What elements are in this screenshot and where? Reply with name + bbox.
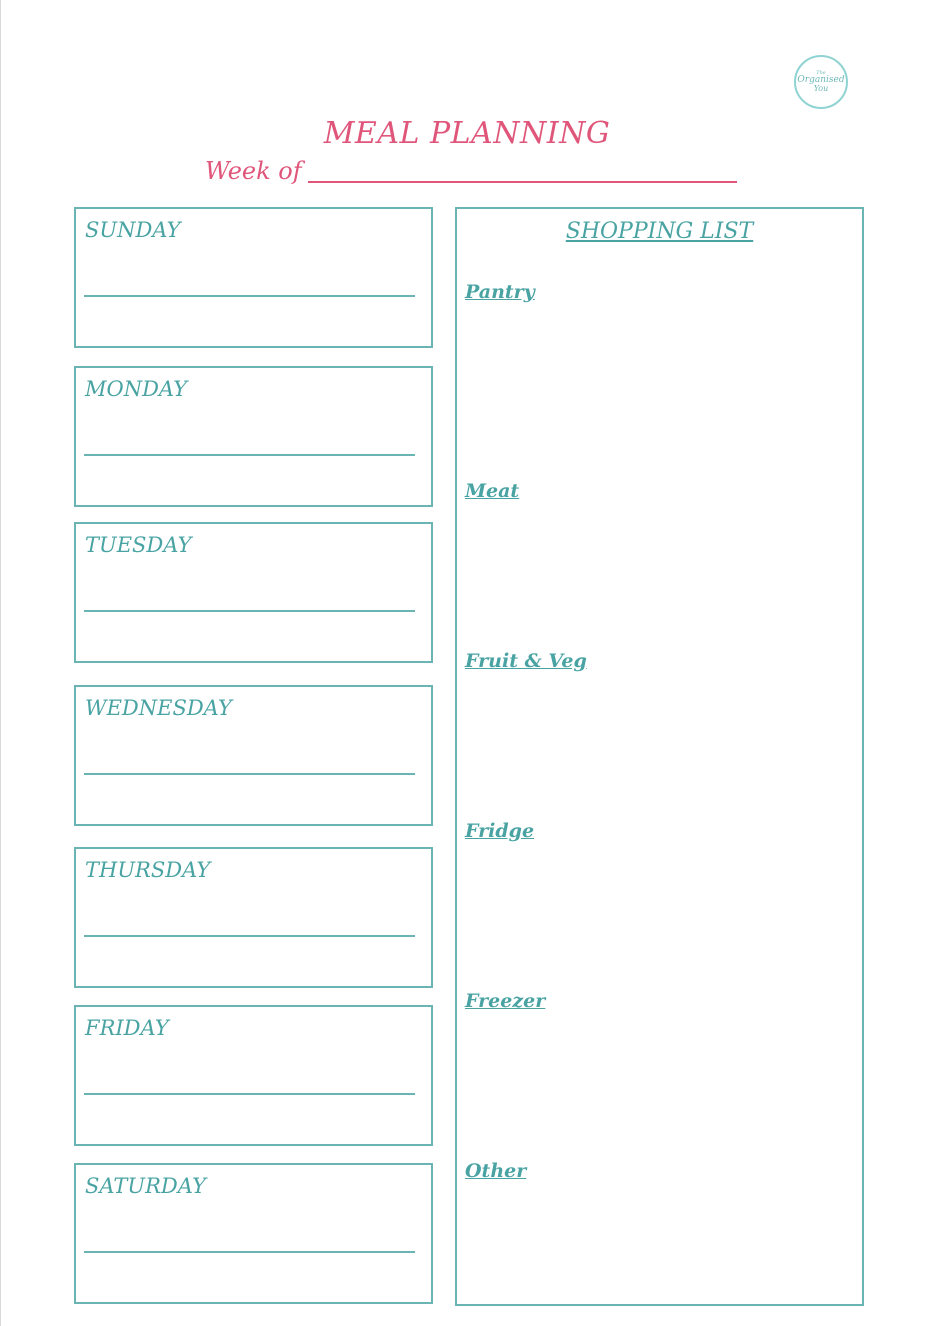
day-meal-line-friday[interactable]: [84, 1093, 415, 1095]
week-of-line[interactable]: [308, 181, 737, 183]
day-box-thursday: [74, 847, 433, 988]
section-meat: Meat: [465, 480, 520, 502]
day-meal-line-saturday[interactable]: [84, 1251, 415, 1253]
day-meal-line-wednesday[interactable]: [84, 773, 415, 775]
day-meal-line-tuesday[interactable]: [84, 610, 415, 612]
day-label-monday: MONDAY: [85, 377, 188, 401]
shopping-list-title: SHOPPING LIST: [565, 219, 754, 244]
day-label-friday: FRIDAY: [85, 1016, 169, 1040]
day-box-saturday: [74, 1163, 433, 1304]
shopping-list-box: [455, 207, 864, 1306]
day-label-tuesday: TUESDAY: [85, 533, 192, 557]
day-label-wednesday: WEDNESDAY: [85, 696, 232, 720]
page-title: MEAL PLANNING: [323, 116, 611, 151]
day-meal-line-monday[interactable]: [84, 454, 415, 456]
logo-line-1: The: [816, 70, 826, 76]
logo-line-2: Organised: [797, 75, 845, 85]
week-of-row: [205, 152, 737, 186]
section-other: Other: [465, 1160, 527, 1182]
day-label-sunday: SUNDAY: [85, 218, 181, 242]
day-box-sunday: [74, 207, 433, 348]
section-freezer: Freezer: [465, 990, 546, 1012]
day-box-wednesday: [74, 685, 433, 826]
day-meal-line-thursday[interactable]: [84, 935, 415, 937]
logo-line-3: You: [813, 84, 829, 93]
section-fridge: Fridge: [465, 820, 535, 842]
day-box-tuesday: [74, 522, 433, 663]
day-label-saturday: SATURDAY: [85, 1174, 206, 1198]
section-pantry: Pantry: [465, 281, 535, 303]
day-box-monday: [74, 366, 433, 507]
page-edge: [0, 0, 1, 1326]
section-fruit-veg: Fruit & Veg: [465, 650, 587, 672]
day-meal-line-sunday[interactable]: [84, 295, 415, 297]
day-box-friday: [74, 1005, 433, 1146]
week-of-label: Week of: [205, 157, 302, 185]
day-label-thursday: THURSDAY: [85, 858, 211, 882]
organised-you-logo: [794, 55, 848, 109]
